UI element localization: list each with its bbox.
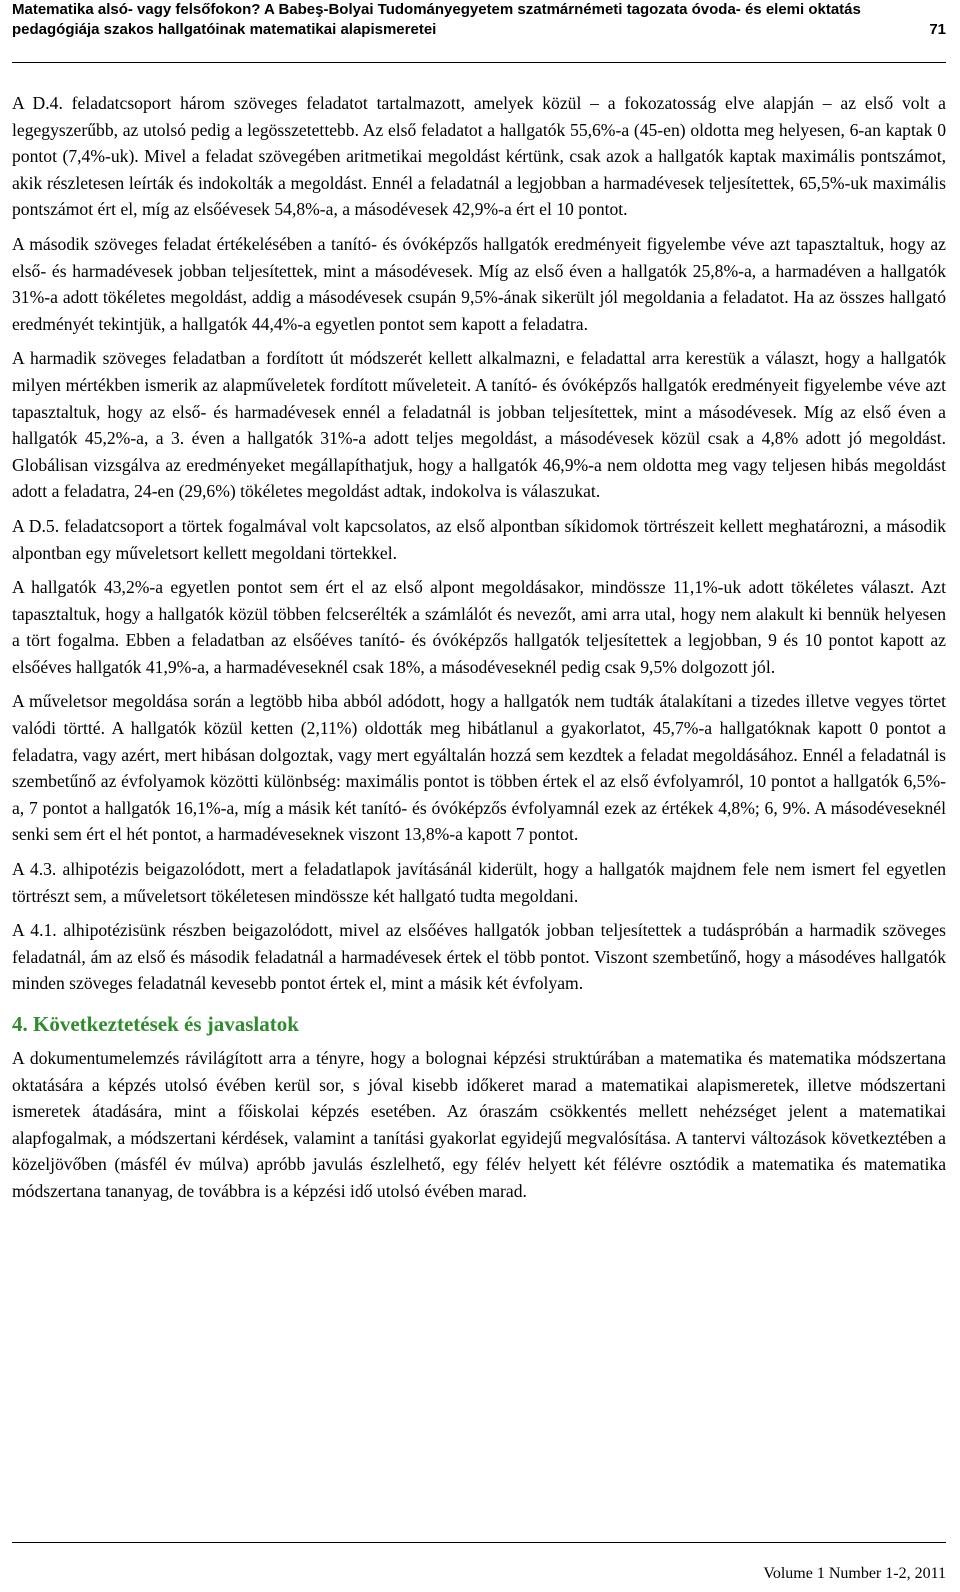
paragraph: A D.5. feladatcsoport a törtek fogalmával volt kapcsolatos, az első alpontban síkidomok törtrészeit kellett meghatározni, a második alpontban egy műveletsort kellett megoldani törtekkel. — [12, 515, 946, 563]
running-header — [12, 0, 946, 63]
paragraph: A műveletsor megoldása során a legtöbb hiba abból adódott, hogy a hallgatók nem tudták átalakítani a tizedes illetve vegyes törtet valódi törtté. A hallgatók közül ketten (2,11%) oldották meg hibátlanul a gyakorlatot, 45,7%-a hallgatóknak kapott 0 pontot a feladatra, vagy azért, mert hibásan dolgoztak, vagy mert egyáltalán hozzá sem kezdtek a feladat megoldásához. Ennél a feladatnál is szembetűnő az évfolyamok közötti különbség: maximális pontot is többen értek el az első évfolyamról, 10 pontot a hallgatók 6,5%-a, 7 pontot a hallgatók 16,1%-a, míg a másik két tanító- és óvóképzős évfolyamnál ezek az értékek 4,8%; 6, 9%. A másodéveseknél senki sem ért el hét pontot, a harmadéveseknek viszont 13,8%-a kapott 7 pontot. — [12, 691, 946, 845]
article-body — [12, 90, 946, 1213]
volume-info: Volume 1 Number 1-2, 2011 — [763, 1565, 946, 1582]
header-title: Matematika alsó- vagy felsőfokon? A Babeş-Bolyai Tudományegyetem szatmárnémeti tagozata óvoda- és elemi oktatás pedagógiája szakos hallgatóinak matematikai alapismeretei — [12, 1, 861, 38]
paragraph: A hallgatók 43,2%-a egyetlen pontot sem ért el az első alpont megoldásakor, mindössze 11,1%-uk adott tökéletes választ. Azt tapasztaltuk, hogy a hallgatók közül többen felcserélték a számlálót és nevezőt, ami arra utal, hogy nem alakult ki bennük helyesen a tört fogalma. Ebben a feladatban az elsőéves tanító- és óvóképzős hallgatók teljesítettek a legjobban, 9 és 10 pontot kapott az elsőéves hallgatók 41,9%-a, a harmadéveseknél csak 18%, a másodéveseknél pedig csak 9,5% dolgozott jól. — [12, 577, 946, 677]
page-number: 71 — [929, 21, 946, 38]
section-paragraph: A dokumentumelemzés rávilágított arra a tényre, hogy a bolognai képzési struktúrában a matematika és matematika módszertana oktatására a képzés utolsó évében kerül sor, s jóval kisebb időkeret marad a matematikai alapismeretek, illetve módszertani ismeretek átadására, mint a főiskolai képzés esetében. Az óraszám csökkentés mellett nehézséget jelent a matematikai alapfogalmak, a módszertani kérdések, valamint a tanítási gyakorlat egyidejű megvalósítása. A tantervi változások következtében a közeljövőben (másfél év múlva) apróbb javulás észlelhető, egy félév helyett két félévre osztódik a matematika és matematika módszertana tananyag, de továbbra is a képzési idő utolsó évében marad. — [12, 1048, 946, 1201]
paragraph: A harmadik szöveges feladatban a fordított út módszerét kellett alkalmazni, e feladattal arra kerestük a választ, hogy a hallgatók milyen mértékben ismerik az alapműveletek fordított műveleteit. A tanító- és óvóképzős hallgatók eredményeit figyelembe véve azt tapasztaltuk, hogy az első- és harmadévesek ennél a feladatnál is jobban teljesítettek, mint a másodévesek. Míg az első éven a hallgatók 45,2%-a, a 3. éven a hallgatók 31%-a adott teljes megoldást, a másodévesek közül csak a 4,8% adott jó megoldást. Globálisan vizsgálva az eredményeket megállapíthatjuk, hogy a hallgatók 46,9%-a nem oldotta meg vagy teljesen hibás megoldást adott a feladatra, 24-en (29,6%) tökéletes megoldást adtak, indokolva is válaszukat. — [12, 348, 946, 502]
paragraph: A második szöveges feladat értékelésében a tanító- és óvóképzős hallgatók eredményeit figyelembe véve azt tapasztaltuk, hogy az első- és harmadévesek jobban teljesítettek, mint a másodévesek. Míg az első éven a hallgatók 25,8%-a, a harmadéven a hallgatók 31%-a adott tökéletes megoldást, addig a másodévesek csupán 9,5%-ának sikerült jól megoldania a feladatot. Ha az összes hallgató eredményét tekintjük, a hallgatók 44,4%-a egyetlen pontot sem kapott a feladatra. — [12, 233, 946, 334]
page-footer — [12, 1542, 946, 1582]
paragraph: A 4.1. alhipotézisünk részben beigazolódott, mivel az elsőéves hallgatók jobban teljesítettek a tudáspróbán a harmadik szöveges feladatnál, ám az első és második feladatnál a harmadévesek értek el több pontot. Viszont szembetűnő, hogy a másodéves hallgatók minden szöveges feladatnál kevesebb pontot értek el, mint a másik két évfolyam. — [12, 920, 946, 994]
paragraph: A 4.3. alhipotézis beigazolódott, mert a feladatlapok javításánál kiderült, hogy a hallgatók majdnem fele nem ismert fel egyetlen törtrészt sem, a műveletsort tökéletesen mindössze két hallgató tudta megoldani. — [12, 859, 946, 906]
paragraph: A D.4. feladatcsoport három szöveges feladatot tartalmazott, amelyek közül – a fokozatosság elve alapján – az első volt a legegyszerűbb, az utolsó pedig a legösszetettebb. Az első feladatot a hallgatók 55,6%-a (45-en) oldotta meg helyesen, 6-an kaptak 0 pontot (7,4%-uk). Mivel a feladat szövegében aritmetikai megoldást kértünk, csak azok a hallgatók kaptak maximális pontszámot, akik részletesen leírták és indokolták a megoldást. Ennél a feladatnál a legjobban a harmadévesek teljesítettek, 65,5%-uk maximális pontszámot ért el, míg az elsőévesek 54,8%-a, a másodévesek 42,9%-a ért el 10 pontot. — [12, 93, 946, 220]
section-heading: 4. Következtetések és javaslatok — [12, 1012, 299, 1036]
